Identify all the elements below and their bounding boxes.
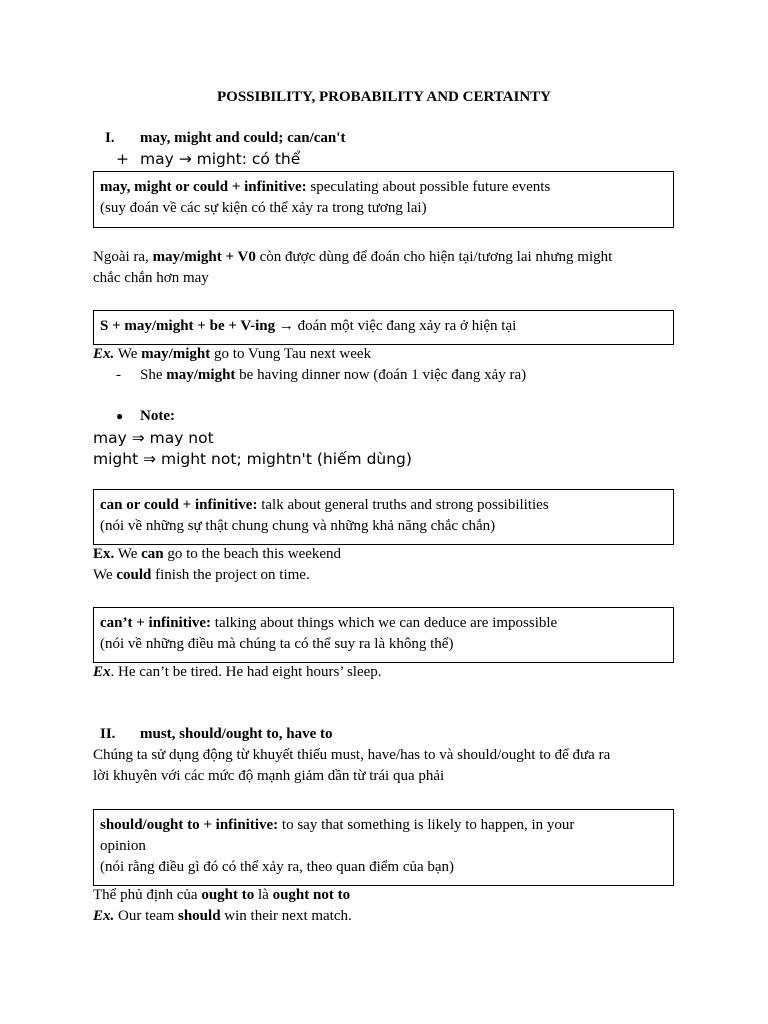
rule-box-text: talk about general truths and strong possibilities bbox=[257, 497, 549, 513]
example-text: She bbox=[140, 367, 167, 383]
negative-form-line bbox=[93, 885, 350, 906]
example-line bbox=[93, 565, 310, 586]
paragraph-text: Thể phủ định của bbox=[93, 887, 202, 903]
example-bold: may/might bbox=[166, 367, 236, 383]
rule-box-may-might-be-ving bbox=[93, 310, 674, 345]
rule-box-bold: may, might or could + infinitive: bbox=[100, 179, 307, 195]
section-2-heading: must, should/ought to, have to bbox=[140, 726, 333, 742]
paragraph-line bbox=[93, 247, 612, 268]
example-text: We bbox=[114, 546, 142, 562]
paragraph-bold: ought not to bbox=[272, 887, 351, 903]
rule-box-translation: (nói về những sự thật chung chung và những khả năng chắc chắn) bbox=[100, 518, 496, 534]
arrow-icon: → bbox=[275, 318, 298, 334]
example-bold: could bbox=[116, 567, 152, 583]
example-text: . He can’t be tired. He had eight hours’ sleep. bbox=[110, 664, 382, 680]
example-line bbox=[93, 906, 352, 927]
note-bullet: ● bbox=[116, 409, 124, 423]
example-text: finish the project on time. bbox=[151, 567, 310, 583]
example-line bbox=[93, 344, 371, 365]
section-1-number: I. bbox=[105, 130, 115, 146]
example-label: Ex. bbox=[93, 908, 115, 924]
example-label: Ex bbox=[93, 664, 111, 680]
example-bold: should bbox=[178, 908, 221, 924]
example-bold: can bbox=[141, 546, 164, 562]
paragraph-text: còn được dùng để đoán cho hiện tại/tương lai nhưng might bbox=[255, 249, 613, 265]
paragraph-line: lời khuyên với các mức độ mạnh giảm dần từ trái qua phải bbox=[93, 768, 445, 784]
rule-box-bold: can’t + infinitive: bbox=[100, 615, 212, 631]
example-label: Ex. bbox=[93, 546, 115, 562]
rule-box-translation: (nói rằng điều gì đó có thể xảy ra, theo quan điểm của bạn) bbox=[100, 859, 455, 875]
paragraph-bold: ought to bbox=[201, 887, 255, 903]
rule-box-translation: (suy đoán về các sự kiện có thể xảy ra trong tương lai) bbox=[100, 200, 427, 216]
bullet-text: may → might: có thể bbox=[140, 150, 301, 168]
rule-box-text: đoán một việc đang xảy ra ở hiện tại bbox=[297, 318, 517, 334]
example-bold: may/might bbox=[141, 346, 211, 362]
rule-box-cant bbox=[93, 607, 674, 663]
paragraph-line: Chúng ta sử dụng động từ khuyết thiếu must, have/has to và should/ought to để đưa ra bbox=[93, 747, 611, 763]
rule-box-text: talking about things which we can deduce are impossible bbox=[211, 615, 558, 631]
example-line bbox=[93, 544, 341, 565]
section-1-heading: may, might and could; can/can't bbox=[140, 130, 346, 146]
rule-box-may-might-could bbox=[93, 171, 674, 228]
note-line: may ⇒ may not bbox=[93, 429, 214, 447]
paragraph-bold: may/might + V0 bbox=[152, 249, 256, 265]
paragraph-text: là bbox=[254, 887, 273, 903]
example-text: go to Vung Tau next week bbox=[210, 346, 372, 362]
example-text: We bbox=[114, 346, 142, 362]
note-line: might ⇒ might not; mightn't (hiếm dùng) bbox=[93, 450, 412, 468]
rule-box-translation: (nói về những điều mà chúng ta có thể suy ra là không thể) bbox=[100, 636, 454, 652]
example-text: go to the beach this weekend bbox=[163, 546, 342, 562]
rule-box-text: opinion bbox=[100, 838, 146, 854]
section-2-number: II. bbox=[100, 726, 116, 742]
rule-box-bold: should/ought to + infinitive: bbox=[100, 817, 279, 833]
example-label: Ex. bbox=[93, 346, 115, 362]
rule-box-bold: can or could + infinitive: bbox=[100, 497, 258, 513]
dash-mark: - bbox=[116, 367, 121, 383]
paragraph-line: chắc chắn hơn may bbox=[93, 270, 209, 286]
example-text: be having dinner now (đoán 1 việc đang xảy ra) bbox=[235, 367, 527, 383]
example-line bbox=[140, 365, 526, 386]
note-label: Note: bbox=[140, 408, 175, 424]
paragraph-text: Ngoài ra, bbox=[93, 249, 153, 265]
bullet-mark: + bbox=[116, 150, 129, 168]
example-text: Our team bbox=[114, 908, 178, 924]
rule-box-text: to say that something is likely to happen, in your bbox=[278, 817, 575, 833]
example-line bbox=[93, 662, 382, 683]
rule-box-can-could bbox=[93, 489, 674, 545]
page-title: POSSIBILITY, PROBABILITY AND CERTAINTY bbox=[216, 89, 551, 105]
example-text: We bbox=[93, 567, 117, 583]
example-text: win their next match. bbox=[220, 908, 352, 924]
rule-box-text: speculating about possible future events bbox=[306, 179, 551, 195]
rule-box-should-ought-to bbox=[93, 809, 674, 886]
rule-box-bold: S + may/might + be + V-ing bbox=[100, 318, 276, 334]
